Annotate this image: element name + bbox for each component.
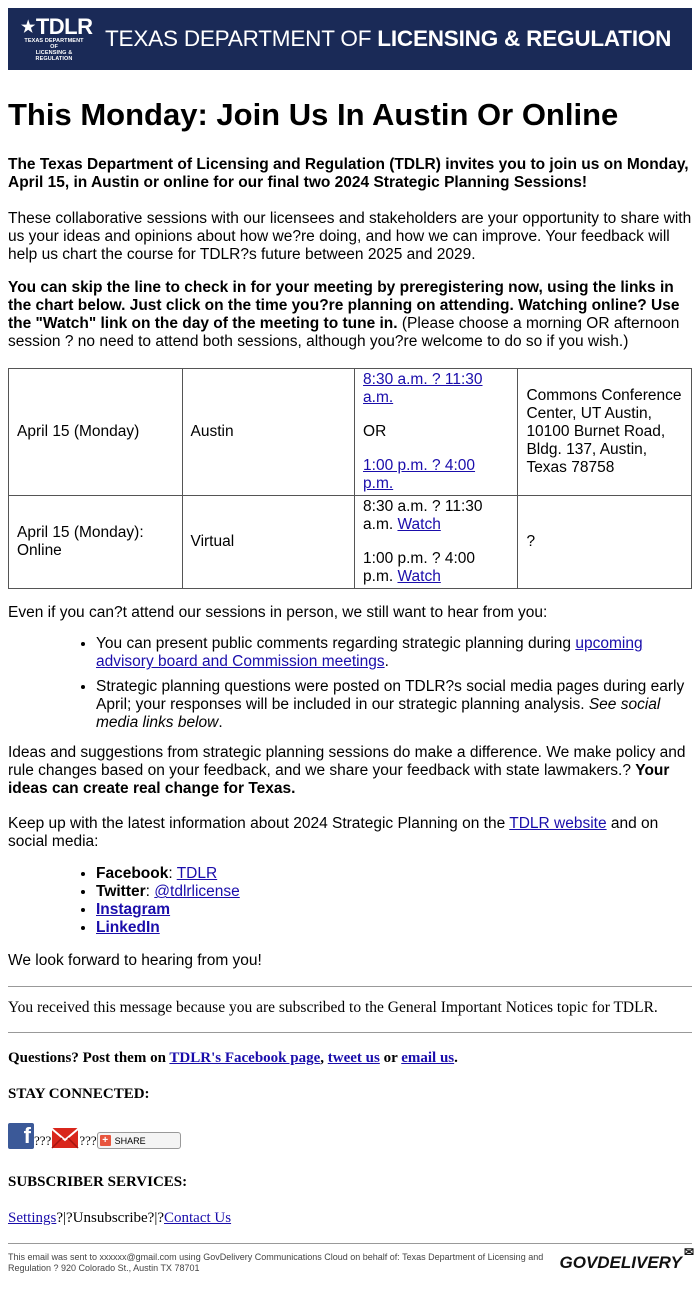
- tdlr-website-link[interactable]: TDLR website: [509, 815, 607, 833]
- type-cell: Virtual: [182, 496, 355, 589]
- banner-title-normal: TEXAS DEPARTMENT OF: [105, 26, 378, 51]
- banner-title-bold: LICENSING & REGULATION: [377, 26, 672, 51]
- stay-connected-heading: STAY CONNECTED:: [8, 1086, 150, 1103]
- divider: [8, 986, 692, 987]
- skip-normal: (Please choose a morning OR afternoon session ? no need to attend both sessions, although you?re welcome to do so if you wish.): [8, 315, 680, 351]
- subscriber-services-heading: SUBSCRIBER SERVICES:: [8, 1174, 188, 1191]
- icon-gap-2: ???: [79, 1133, 97, 1149]
- bullet-text: You can present public comments regarding strategic planning during: [96, 635, 576, 653]
- ideas-normal: Ideas and suggestions from strategic planning sessions do make a difference. We make policy and rule changes based on your feedback, and we share your feedback with state lawmakers.?: [8, 744, 686, 780]
- share-plus-icon: +: [100, 1135, 111, 1146]
- table-row: [9, 496, 692, 589]
- facebook-icon[interactable]: f: [8, 1123, 34, 1149]
- questions-line: [8, 1049, 692, 1067]
- share-button[interactable]: [97, 1132, 181, 1149]
- list-item: [96, 919, 692, 937]
- even-if-paragraph: Even if you can?t attend our sessions in person, we still want to hear from you:: [8, 604, 548, 622]
- logo-subtext-1: TEXAS DEPARTMENT OF: [24, 38, 84, 50]
- or-label: OR: [363, 423, 387, 441]
- contact-us-link[interactable]: Contact Us: [164, 1210, 232, 1227]
- questions-comma: ,: [320, 1050, 328, 1067]
- separator: ?|?: [56, 1210, 73, 1227]
- logo-subtext-2: LICENSING & REGULATION: [35, 50, 73, 62]
- questions-prefix: Questions? Post them on: [8, 1050, 170, 1067]
- page-title: This Monday: Join Us In Austin Or Online: [8, 97, 619, 132]
- bullet-end: .: [384, 653, 389, 671]
- divider: [8, 1243, 692, 1244]
- govdelivery-text: GOVDELIVERY: [559, 1253, 682, 1273]
- intro-paragraph: The Texas Department of Licensing and Regulation (TDLR) invites you to join us on Monday, April 15, in Austin or online for our final two 2024 Strategic Planning Sessions!: [8, 156, 689, 192]
- facebook-link[interactable]: TDLR: [176, 865, 218, 883]
- bullet-end: .: [218, 714, 223, 732]
- date-cell: April 15 (Monday): Online: [9, 496, 183, 589]
- facebook-page-link[interactable]: TDLR's Facebook page: [169, 1050, 321, 1067]
- collab-paragraph: These collaborative sessions with our licensees and stakeholders are your opportunity to share with us your ideas and opinions about how we?re doing, and how we can improve. Your feedback will help us chart the course for TDLR?s future between 2025 and 2029.: [8, 210, 692, 264]
- watch-morning-link[interactable]: Watch: [397, 516, 441, 534]
- divider: [8, 1032, 692, 1033]
- footer-text: This email was sent to xxxxxx@gmail.com using GovDelivery Communications Cloud on behalf of: Texas Department of Licensing and Regulation ? 920 Colorado St., Austin TX 78701: [8, 1252, 544, 1274]
- watch-afternoon-link[interactable]: Watch: [397, 568, 441, 586]
- bullet-text: Strategic planning questions were posted on TDLR?s social media pages during early April; your responses will be included in our strategic planning analysis.: [96, 678, 685, 714]
- unsubscribe-text: Unsubscribe: [72, 1210, 148, 1227]
- govdelivery-logo[interactable]: [559, 1245, 694, 1273]
- meetings-link[interactable]: upcoming advisory board and Commission meetings: [96, 635, 643, 671]
- location-cell: Commons Conference Center, UT Austin, 10100 Burnet Road, Bldg. 137, Austin, Texas 78758: [518, 369, 692, 496]
- table-row: [9, 369, 692, 496]
- time-cell: [355, 496, 518, 589]
- header-banner: [8, 8, 692, 70]
- social-list: [8, 865, 692, 937]
- feedback-list: [8, 635, 692, 732]
- bullet-italic: See social media links below: [96, 696, 661, 732]
- skip-paragraph: [8, 279, 692, 351]
- questions-or: or: [379, 1050, 402, 1067]
- keep-up-paragraph: [8, 815, 692, 851]
- location-cell: ?: [518, 496, 692, 589]
- footer: [8, 1245, 694, 1274]
- facebook-label: Facebook: [96, 865, 169, 883]
- ideas-bold: Your ideas can create real change for Texas.: [8, 762, 670, 798]
- ideas-paragraph: [8, 744, 692, 798]
- list-item: • Facebook: TDLR: [96, 865, 692, 883]
- list-item: [96, 635, 692, 671]
- schedule-table: [8, 368, 692, 589]
- keep-end: and on social media:: [8, 815, 659, 851]
- morning-time: 8:30 a.m. ? 11:30 a.m.: [363, 498, 483, 534]
- envelope-icon: ✉: [683, 1245, 694, 1260]
- closing-line: We look forward to hearing from you!: [8, 952, 262, 970]
- settings-link[interactable]: Settings: [8, 1210, 57, 1227]
- star-icon: ★: [21, 19, 35, 36]
- afternoon-time: 1:00 p.m. ? 4:00 p.m.: [363, 550, 476, 586]
- tweet-us-link[interactable]: tweet us: [327, 1050, 380, 1067]
- subscription-note: You received this message because you are subscribed to the General Important Notices topic for TDLR.: [8, 999, 658, 1017]
- separator: ?|?: [147, 1210, 164, 1227]
- instagram-link[interactable]: Instagram: [96, 901, 171, 919]
- subscriber-links: [8, 1209, 692, 1227]
- icon-gap-1: ???: [34, 1133, 52, 1149]
- keep-text: Keep up with the latest information about 2024 Strategic Planning on the: [8, 815, 510, 833]
- afternoon-session-link[interactable]: 1:00 p.m. ? 4:00 p.m.: [363, 457, 476, 493]
- twitter-link[interactable]: @tdlrlicense: [154, 883, 240, 901]
- skip-bold: You can skip the line to check in for your meeting by preregistering now, using the links in the chart below. Just click on the time you?re planning on attending. Watching online? Use the "Watch" link on the day of the meeting to tune in.: [8, 279, 680, 333]
- date-cell: April 15 (Monday): [9, 369, 183, 496]
- questions-end: .: [454, 1050, 458, 1067]
- share-label: SHARE: [114, 1135, 146, 1146]
- list-item: [96, 678, 692, 732]
- list-item: • Twitter: @tdlrlicense: [96, 883, 692, 901]
- email-us-link[interactable]: email us: [401, 1050, 455, 1067]
- logo-text: TDLR: [35, 14, 93, 39]
- banner-title: [105, 26, 671, 52]
- type-cell: Austin: [182, 369, 355, 496]
- email-icon[interactable]: [51, 1127, 79, 1149]
- time-cell: [355, 369, 518, 496]
- social-icons-row: [8, 1119, 692, 1149]
- tdlr-logo[interactable]: [21, 14, 93, 62]
- morning-session-link[interactable]: 8:30 a.m. ? 11:30 a.m.: [363, 371, 483, 407]
- list-item: [96, 901, 692, 919]
- twitter-label: Twitter: [96, 883, 146, 901]
- linkedin-link[interactable]: LinkedIn: [96, 919, 160, 937]
